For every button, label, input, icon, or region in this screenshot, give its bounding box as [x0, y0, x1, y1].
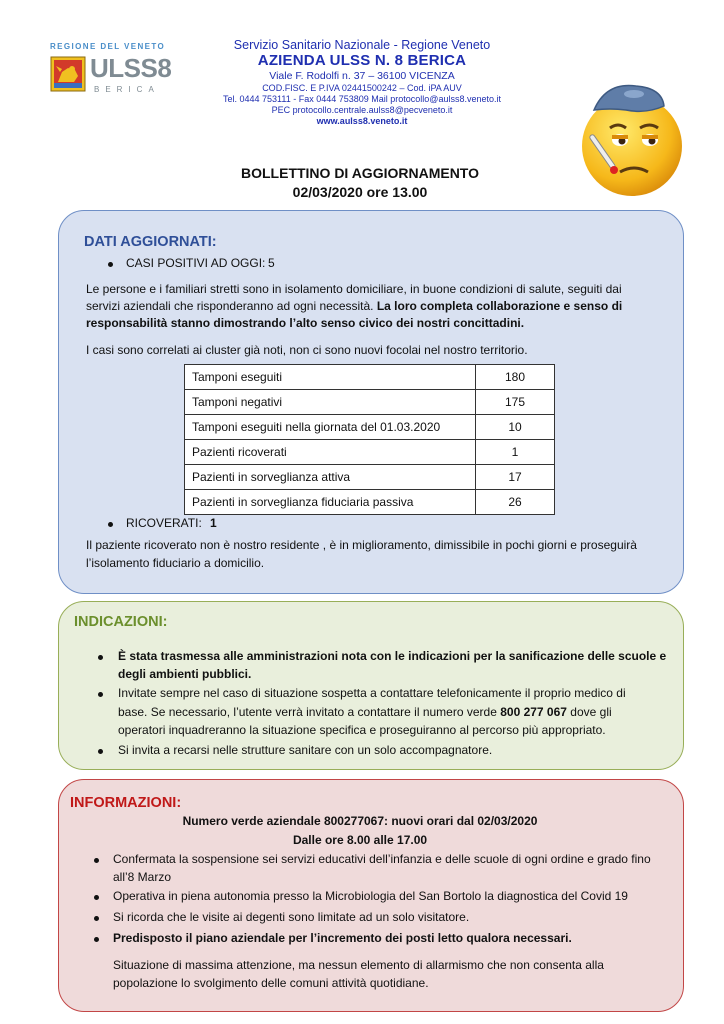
- header-line-ssn: Servizio Sanitario Nazionale - Regione Veneto: [233, 38, 491, 52]
- table-row: [185, 440, 555, 465]
- numero-verde-number: 800 277 067: [500, 705, 567, 719]
- informazioni-heading: INFORMAZIONI:: [70, 795, 182, 811]
- table-cell-value: 26: [476, 490, 555, 515]
- dati-paragraph-1-line-2: [86, 297, 622, 315]
- indicazioni-item-2-line-1: Invitate sempre nel caso di situazione sospetta a contattare telefonicamente il proprio medico di: [118, 686, 626, 700]
- header-website-link[interactable]: www.aulss8.veneto.it: [316, 116, 408, 126]
- header-azienda-name: AZIENDA ULSS N. 8 BERICA: [257, 52, 467, 69]
- table-cell-label: Tamponi negativi: [185, 390, 476, 415]
- bullet-icon: [94, 916, 99, 921]
- dati-paragraph-3-line-2: l’isolamento fiduciario a domicilio.: [86, 556, 265, 570]
- bullet-icon: [98, 692, 103, 697]
- informazioni-item-1-line-2: all’8 Marzo: [113, 870, 172, 884]
- table-row: [185, 390, 555, 415]
- indicazioni-item-1-line-1: È stata trasmessa alle amministrazioni nota con le indicazioni per la sanificazione delle scuole e: [118, 649, 667, 663]
- informazioni-item-2: Operativa in piena autonomia presso la Microbiologia del San Bortolo la diagnostica del Covid 19: [113, 889, 628, 903]
- dati-paragraph-1-line-3: responsabilità stanno dimostrando l’alto senso civico dei nostri concittadini.: [86, 316, 525, 330]
- numero-verde-heading: Numero verde aziendale 800277067: nuovi orari dal 02/03/2020: [182, 814, 538, 828]
- logo-sub: BERICA: [94, 85, 160, 94]
- header-pec: PEC protocollo.centrale.aulss8@pecveneto.it: [271, 105, 453, 115]
- header-codfisc: COD.FISC. E P.IVA 02441500242 – Cod. iPA AUV: [262, 83, 462, 93]
- dati-paragraph-3-line-1: Il paziente ricoverato non è nostro residente , è in miglioramento, dimissibile in pochi giorni e proseguirà: [86, 538, 637, 552]
- informazioni-item-1-line-1: Confermata la sospensione sei servizi educativi dell’infanzia e delle scuole di ogni ordine e grado fino: [113, 852, 651, 866]
- indicazioni-item-2-text: base. Se necessario, l’utente verrà invitato a contattare il numero verde: [118, 705, 501, 719]
- bulletin-title: BOLLETTINO DI AGGIORNAMENTO: [241, 165, 479, 181]
- table-cell-label: Pazienti ricoverati: [185, 440, 476, 465]
- bulletin-date: 02/03/2020 ore 13.00: [292, 184, 428, 200]
- bullet-icon: [94, 937, 99, 942]
- indicazioni-item-2-tail: dove gli: [566, 705, 612, 719]
- dati-paragraph-1-line-2-text: servizi aziendali che risponderanno ad ogni necessità.: [86, 299, 377, 313]
- table-cell-label: Tamponi eseguiti nella giornata del 01.03.2020: [185, 415, 476, 440]
- ricoverati-label: RICOVERATI:: [126, 516, 202, 530]
- ulss8-logo: [48, 42, 172, 100]
- table-cell-value: 17: [476, 465, 555, 490]
- table-row: [185, 465, 555, 490]
- table-row: [185, 415, 555, 440]
- table-cell-value: 175: [476, 390, 555, 415]
- header-contacts: Tel. 0444 753111 - Fax 0444 753809 Mail protocollo@aulss8.veneto.it: [223, 94, 501, 104]
- informazioni-item-4: Predisposto il piano aziendale per l’incremento dei posti letto qualora necessari.: [113, 931, 572, 945]
- bullet-icon: [108, 522, 113, 527]
- casi-positivi-value: 5: [268, 256, 275, 270]
- table-cell-value: 1: [476, 440, 555, 465]
- tamponi-table: [184, 364, 555, 515]
- orari-heading: Dalle ore 8.00 alle 17.00: [292, 833, 428, 847]
- dati-paragraph-2: I casi sono correlati ai cluster già noti, non ci sono nuovi focolai nel nostro territorio.: [86, 343, 528, 357]
- informazioni-closing-line-1: Situazione di massima attenzione, ma nessun elemento di allarmismo che non consenta alla: [113, 958, 604, 972]
- bullet-icon: [98, 749, 103, 754]
- indicazioni-item-2-line-3: operatori inquadreranno la situazione specifica e proseguiranno al percorso più appropriato.: [118, 723, 606, 737]
- bullet-icon: [98, 655, 103, 660]
- indicazioni-item-2-line-2: [118, 703, 612, 721]
- table-cell-label: Pazienti in sorveglianza attiva: [185, 465, 476, 490]
- table-row: [185, 490, 555, 515]
- bullet-icon: [94, 858, 99, 863]
- header-address: Viale F. Rodolfi n. 37 – 36100 VICENZA: [269, 70, 455, 82]
- lion-of-venice-icon: [50, 56, 86, 92]
- informazioni-item-3: Si ricorda che le visite ai degenti sono limitate ad un solo visitatore.: [113, 910, 470, 924]
- indicazioni-item-1-line-2: degli ambienti pubblici.: [118, 667, 252, 681]
- dati-paragraph-1-line-2-bold: La loro completa collaborazione e senso di: [376, 299, 623, 313]
- logo-name: ULSS8: [90, 53, 172, 83]
- table-cell-label: Tamponi eseguiti: [185, 365, 476, 390]
- table-row: [185, 365, 555, 390]
- dati-paragraph-1-line-1: Le persone e i familiari stretti sono in isolamento domiciliare, in buone condizioni di salute, seguiti dai: [86, 282, 622, 296]
- casi-positivi-label: CASI POSITIVI AD OGGI:: [126, 256, 266, 270]
- informazioni-closing-line-2: popolazione lo svolgimento delle comuni attività quotidiane.: [113, 976, 429, 990]
- dati-aggiornati-heading: DATI AGGIORNATI:: [84, 234, 217, 250]
- ricoverati-value: 1: [210, 516, 217, 530]
- table-cell-label: Pazienti in sorveglianza fiduciaria passiva: [185, 490, 476, 515]
- indicazioni-heading: INDICAZIONI:: [74, 614, 168, 630]
- bullet-icon: [108, 262, 113, 267]
- table-cell-value: 180: [476, 365, 555, 390]
- table-cell-value: 10: [476, 415, 555, 440]
- bullet-icon: [94, 895, 99, 900]
- logo-region-text: REGIONE DEL VENETO: [50, 42, 166, 51]
- indicazioni-item-3: Si invita a recarsi nelle strutture sanitare con un solo accompagnatore.: [118, 743, 493, 757]
